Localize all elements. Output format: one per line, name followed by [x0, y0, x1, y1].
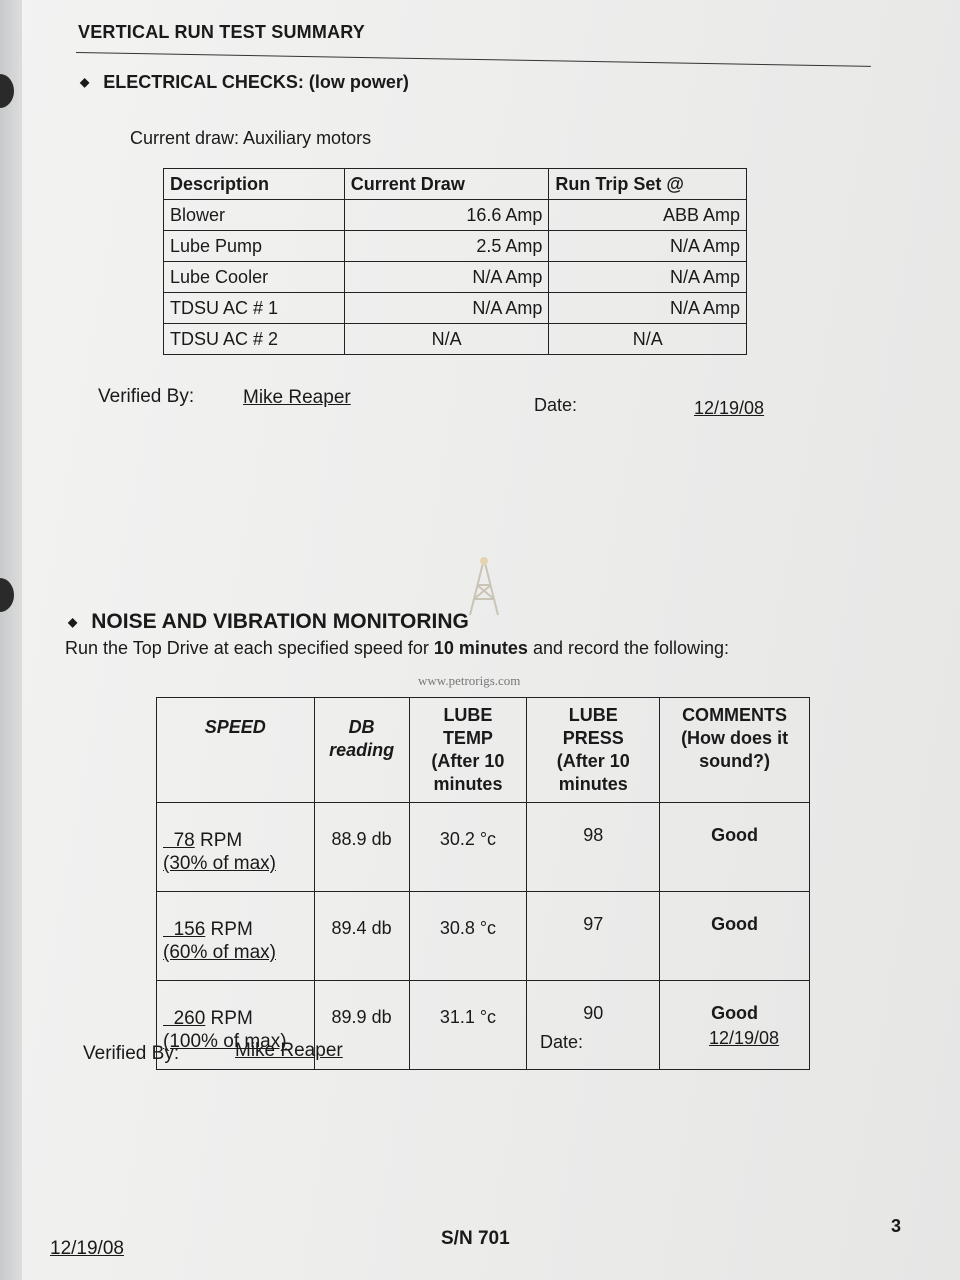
oil-rig-logo-icon	[464, 555, 504, 617]
table-row	[157, 892, 810, 981]
column-header: Run Trip Set @	[549, 169, 747, 200]
trip-set-cell: N/A Amp	[549, 293, 747, 324]
verified-by-name: Mike Reaper	[235, 1040, 343, 1061]
lube-temp-cell: 31.1 °c	[409, 981, 527, 1070]
description-cell: Lube Pump	[164, 231, 345, 262]
column-header: Current Draw	[344, 169, 549, 200]
date-label: Date:	[534, 395, 578, 415]
date-value: 12/19/08	[694, 398, 765, 418]
lube-temp-cell: 30.8 °c	[409, 892, 527, 981]
trip-set-cell: ABB Amp	[549, 200, 747, 231]
table-header-row	[157, 698, 810, 803]
verified-by-name: Mike Reaper	[243, 387, 351, 408]
noise-vibration-table	[156, 697, 810, 1070]
column-header-lube-temp: LUBE TEMP (After 10 minutes	[409, 698, 527, 803]
date-label: Date:	[540, 1032, 584, 1052]
table-row	[164, 262, 747, 293]
current-draw-cell: N/A	[344, 324, 549, 355]
trip-set-cell: N/A Amp	[549, 231, 747, 262]
bullet-diamond-icon: ◆	[68, 615, 78, 629]
description-cell: TDSU AC # 1	[164, 293, 345, 324]
verified-by-label: Verified By:	[98, 386, 195, 407]
lube-temp-cell: 30.2 °c	[409, 803, 527, 892]
lube-press-cell: 98	[527, 803, 660, 892]
speed-cell: 156 RPM (60% of max)	[157, 892, 315, 981]
noise-section-title: ◆ NOISE AND VIBRATION MONITORING	[68, 610, 469, 633]
noise-instruction: Run the Top Drive at each specified speed for 10 minutes and record the following:	[65, 638, 730, 658]
comment-cell: Good	[660, 892, 810, 981]
date-value: 12/19/08	[709, 1028, 780, 1048]
header-rule	[76, 52, 871, 67]
current-draw-cell: 16.6 Amp	[344, 200, 549, 231]
trip-set-cell: N/A	[549, 324, 747, 355]
description-cell: TDSU AC # 2	[164, 324, 345, 355]
verified-by-label: Verified By:	[83, 1043, 180, 1064]
comment-cell: Good	[660, 803, 810, 892]
db-cell: 89.4 db	[314, 892, 409, 981]
page-title: VERTICAL RUN TEST SUMMARY	[78, 22, 366, 42]
column-header: Description	[164, 169, 345, 200]
column-header-comments: COMMENTS (How does it sound?)	[660, 698, 810, 803]
description-cell: Lube Cooler	[164, 262, 345, 293]
electrical-section-title: ◆ ELECTRICAL CHECKS: (low power)	[80, 72, 409, 92]
speed-cell: 78 RPM (30% of max)	[157, 803, 315, 892]
table-row	[164, 200, 747, 231]
table-row	[164, 231, 747, 262]
column-header-db: DB reading	[314, 698, 409, 803]
lube-press-cell: 97	[527, 892, 660, 981]
electrical-subtitle: Current draw: Auxiliary motors	[130, 128, 372, 148]
column-header-speed: SPEED	[157, 698, 315, 803]
lube-press-cell: 90	[527, 981, 660, 1070]
electrical-table	[163, 168, 747, 355]
description-cell: Blower	[164, 200, 345, 231]
db-cell: 88.9 db	[314, 803, 409, 892]
column-header-lube-press: LUBE PRESS (After 10 minutes	[527, 698, 660, 803]
watermark-url: www.petrorigs.com	[418, 673, 521, 688]
comment-cell: Good	[660, 981, 810, 1070]
table-header-row	[164, 169, 747, 200]
table-row	[164, 293, 747, 324]
table-row	[164, 324, 747, 355]
current-draw-cell: N/A Amp	[344, 293, 549, 324]
page-number: 3	[891, 1216, 902, 1236]
footer-serial-number: S/N 701	[441, 1228, 510, 1249]
footer-date: 12/19/08	[50, 1238, 124, 1259]
current-draw-cell: N/A Amp	[344, 262, 549, 293]
trip-set-cell: N/A Amp	[549, 262, 747, 293]
db-cell: 89.9 db	[314, 981, 409, 1070]
binder-edge	[0, 0, 22, 1280]
speed-cell: 260 RPM (100% of max)	[157, 981, 315, 1070]
current-draw-cell: 2.5 Amp	[344, 231, 549, 262]
bullet-diamond-icon: ◆	[80, 75, 90, 89]
table-row	[157, 803, 810, 892]
